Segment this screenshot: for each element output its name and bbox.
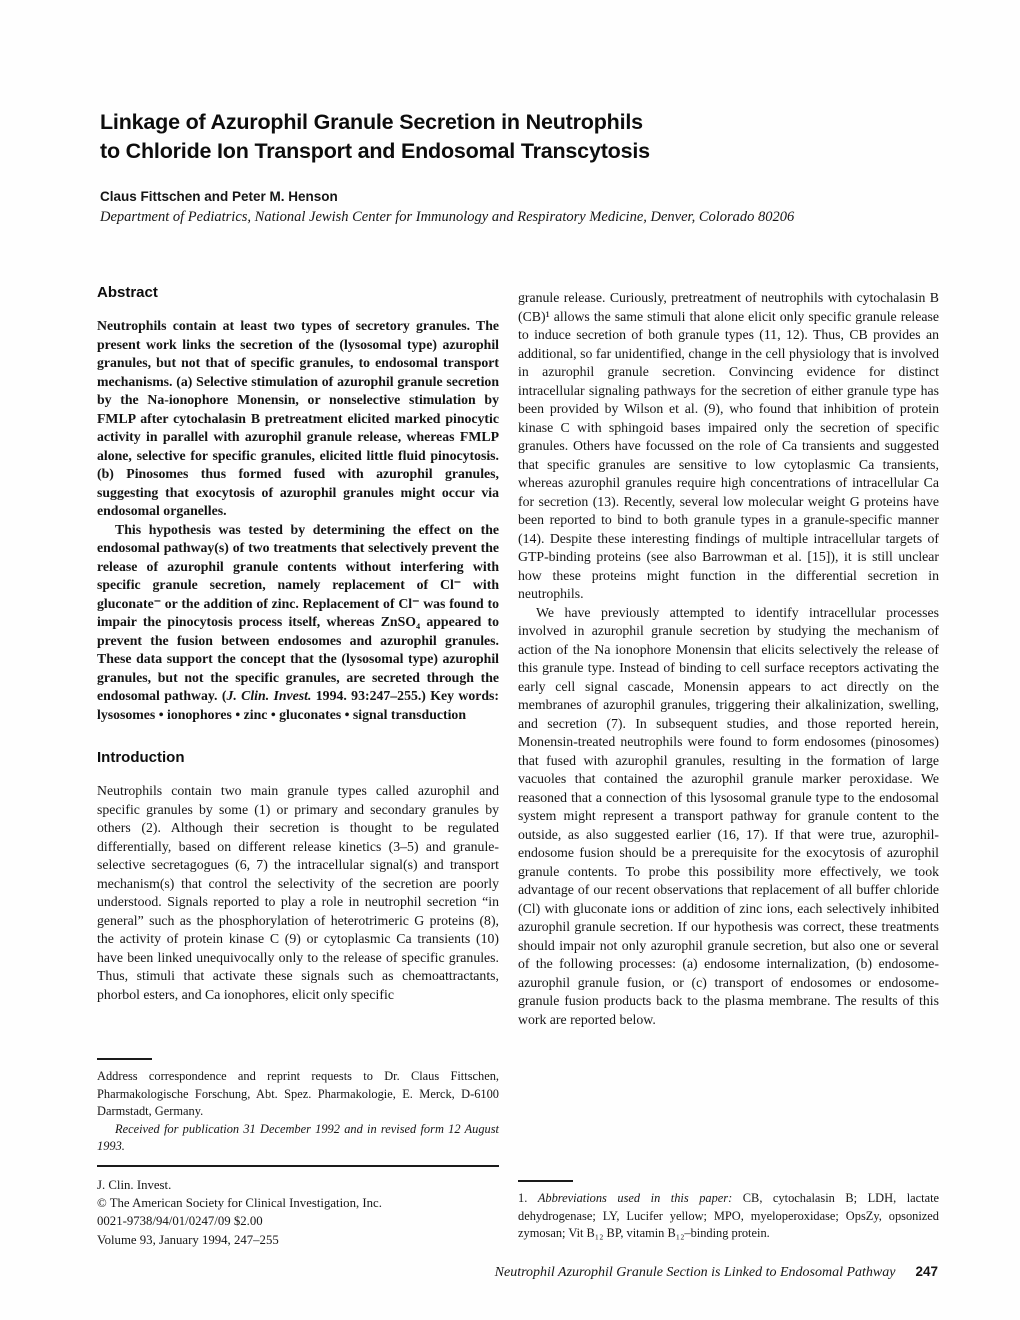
journal-imprint-block — [97, 1176, 499, 1249]
right-column-paragraph-2: We have previously attempted to identify intracellular processes involved in azurophil granule secretion by studying the mechanism of action of the Na ionophore Monensin that elicits selectively the release of this granule type. Instead of binding to cell surface receptors activating the early cell signal cascade, Monensin appears to act directly on the membranes of azurophil granules, triggering their alkalinization, swelling, and secretion (7). In subsequent studies, and those reported herein, Monensin-treated neutrophils were found to form endosomes (pinosomes) that fused with azurophil granules, resulting in the formation of large vacuoles that contained the azurophil granule marker peroxidase. We reasoned that a connection of this lysosomal granule type to the endosomal system might represent a transport pathway for granule content to the outside, as also suggested earlier (16, 17). If that were true, azurophil-endosome fusion should be a prerequisite for the exocytosis of azurophil granule contents. To probe this possibility more effectively, we took advantage of our recent observations that replacement of all buffer chloride (Cl) with gluconate ions or addition of zinc ions, each selectively inhibited azurophil granule secretion. If our hypothesis was correct, these treatments should impair not only azurophil granule secretion, but also one or several of the following processes: (a) endosome internalization, (b) endosome-azurophil granule fusion, or (c) transport of endosomes or endosome-granule fusion products back to the plasma membrane. The results of this work are reported below. — [518, 604, 939, 1027]
article-title-line-1: Linkage of Azurophil Granule Secretion in Neutrophils — [100, 110, 643, 134]
introduction-paragraph: Neutrophils contain two main granule types called azurophil and specific granules by some (1) or primary and secondary granules by others (2). Although their secretion is thought to be regulated differentially, based on different release kinetics (3–5) and granule-selective secretagogues (6, 7) the intracellular signal(s) and transport mechanism(s) that control the selectivity of the secretion are poorly understood. Signals reported to play a role in neutrophil secretion “in general” such as the phosphorylation of heterotrimeric G proteins (8), the activity of protein kinase C (9) or cytoplasmic Ca transients (10) have been linked unequivocally only to the release of specific granules. Thus, stimuli that activate these signals such as chemoattractants, phorbol esters, and Ca ionophores, elicit only specific — [97, 783, 499, 1002]
abstract-heading: Abstract — [97, 284, 158, 301]
abbreviation-footnote-title: Abbreviations used in this paper: — [537, 1191, 733, 1205]
abbreviations-footnote-block — [518, 1180, 939, 1243]
running-title: Neutrophil Azurophil Granule Section is Linked to Endosomal Pathway — [494, 1265, 896, 1280]
copyright-line: © The American Society for Clinical Investigation, Inc. — [97, 1196, 382, 1211]
right-column — [518, 289, 939, 1029]
journal-citation: J. Clin. Invest. — [226, 688, 312, 703]
imprint-divider — [97, 1165, 499, 1167]
affiliation-line: Department of Pediatrics, National Jewish Center for Immunology and Respiratory Medicine, Denver, Colorado 80206 — [100, 209, 795, 225]
abstract-paragraph-2-text: This hypothesis was tested by determining the effect on the endosomal pathway(s) of two treatments that selectively prevent the release of azurophil granule contents without interfering with specific granule secretion, namely replacement of Cl⁻ with gluconate⁻ or the addition of zinc. Replacement of Cl⁻ was found to impair the pinocytosis process itself, whereas ZnSO₄ appeared to prevent the fusion between endosomes and azurophil granules. These data support the concept that the (lysosomal type) azurophil granules, but not the specific granules, are secreted through the endosomal pathway. ( — [97, 521, 499, 703]
journal-name: J. Clin. Invest. — [97, 1178, 172, 1192]
abbreviations-footnote — [518, 1190, 939, 1243]
correspondence-footnote: Address correspondence and reprint requests to Dr. Claus Fittschen, Pharmakologische Forschung, Abt. Spez. Pharmakologie, E. Merck, D-6100 Darmstadt, Germany. — [97, 1069, 499, 1118]
introduction-heading: Introduction — [97, 749, 185, 766]
article-header — [100, 108, 960, 227]
page-number: 247 — [915, 1264, 938, 1279]
abbreviation-footnote-number: 1. — [518, 1191, 538, 1205]
abstract-paragraph-1: Neutrophils contain at least two types of secretory granules. The present work links the secretion of the (lysosomal type) azurophil granules, but not that of specific granules, to endosomal transport mechanisms. (a) Selective stimulation of azurophil granule secretion by the Na-ionophore Monensin, or nonselective stimulation by FMLP after cytochalasin B pretreatment elicited marked pinocytic activity in parallel with azurophil granule release, whereas FMLP alone, selective for specific granules, elicited little fluid pinocytosis. (b) Pinosomes thus formed fused with azurophil granules, suggesting that exocytosis of azurophil granules might occur via endosomal organelles. — [97, 318, 499, 518]
footnote-divider-left — [97, 1058, 152, 1060]
correspondence-footnote-block — [97, 1058, 499, 1156]
authors-line: Claus Fittschen and Peter M. Henson — [100, 189, 338, 204]
footnote-divider-right — [518, 1180, 573, 1182]
issn-price-line: 0021-9738/94/01/0247/09 $2.00 — [97, 1214, 263, 1229]
left-column — [97, 283, 499, 1004]
received-footnote: Received for publication 31 December 1992 and in revised form 12 August 1993. — [97, 1121, 499, 1153]
abstract-paragraph-2 — [97, 521, 499, 725]
article-title-line-2: to Chloride Ion Transport and Endosomal Transcytosis — [100, 139, 650, 163]
abstract-paragraph-2-keywords: 1994. 93:247–255.) Key words: lysosomes • ionophores • zinc • gluconates • signal transduction — [97, 688, 499, 722]
page-footer — [495, 1264, 938, 1281]
abbreviation-footnote-body: CB, cytochalasin B; LDH, lactate dehydrogenase; LY, Lucifer yellow; MPO, myeloperoxidase; OpsZy, opsonized zymosan; Vit B₁₂ BP, vitamin B₁₂–binding protein. — [518, 1191, 940, 1240]
volume-line: Volume 93, January 1994, 247–255 — [97, 1232, 279, 1247]
right-column-paragraph-1: granule release. Curiously, pretreatment of neutrophils with cytochalasin B (CB)¹ allows the same stimuli that alone elicit only specific granule release to induce secretion of both granule types (11, 12). Thus, CB provides an additional, so far unidentified, change in the cell physiology that is involved in azurophil granule secretion. Convincing evidence for distinct intracellular signaling pathways for the secretion of either granule type has been provided by Wilson et al. (9), who found that inhibition of protein kinase C with sphingoid bases impaired only the secretion of specific granules. Others have focussed on the role of Ca transients and suggested that specific granules are sensitive to low cytoplasmic Ca transients, whereas azurophil granules require high concentrations of intracellular Ca for secretion (13). Recently, several low molecular weight G proteins have been reported to bind to both granule types in a granule-specific manner (14). Despite these interesting findings of multiple intracellular targets of GTP-binding proteins (see also Barrowman et al. [15]), it is still unclear how these proteins might function in the differential secretion in neutrophils. — [518, 290, 939, 601]
